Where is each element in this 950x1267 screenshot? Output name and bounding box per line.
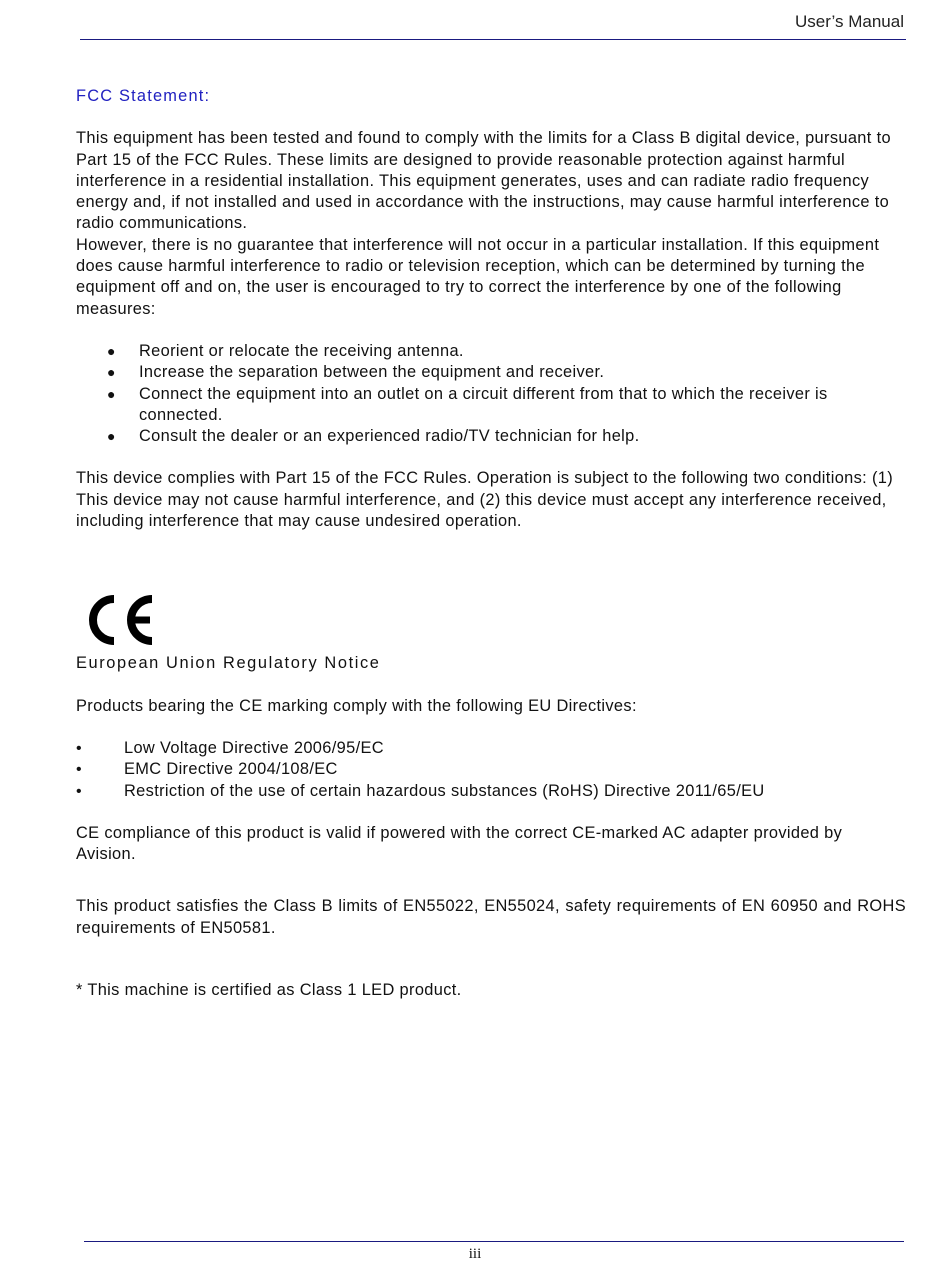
header-title: User’s Manual — [795, 12, 904, 31]
ce-compliance-paragraph: CE compliance of this product is valid if powered with the correct CE-marked AC adapter provided by Avision. — [76, 823, 843, 864]
page-number: iii — [468, 1246, 482, 1262]
bullet-icon: ● — [107, 342, 116, 359]
fcc-paragraph-1: This equipment has been tested and found to comply with the limits for a Class B digital device, pursuant to Part 15 of the FCC Rules. These limits are designed to provide reasonable protection against harmful interference in a residential installation. This equipment generates, uses and can radiate radio frequency energy and, if not installed and used in accordance with the instructions, may cause harmful interference to radio communications. — [76, 129, 891, 233]
eu-notice-title: European Union Regulatory Notice — [76, 654, 381, 673]
bullet-icon: • — [76, 739, 82, 757]
page-content — [76, 86, 906, 1001]
list-item: ● Consult the dealer or an experienced radio/TV technician for help. — [76, 426, 906, 447]
bullet-icon: ● — [107, 385, 116, 402]
header-rule — [80, 39, 906, 40]
bullet-icon: • — [76, 761, 82, 779]
fcc-paragraph-2: However, there is no guarantee that interference will not occur in a particular installation. If this equipment does cause harmful interference to radio or television reception, which can be determined by turning the equipment off and on, the user is encouraged to try to correct the interference by one of the following measures: — [76, 235, 880, 318]
ce-mark-icon — [86, 593, 158, 647]
bullet-icon: ● — [107, 364, 116, 381]
fcc-paragraph-3: This device complies with Part 15 of the FCC Rules. Operation is subject to the following two conditions: (1) This device may not cause harmful interference, and (2) this device must accept any interference received, including interference that may cause undesired operation. — [76, 469, 894, 531]
list-item: ● Connect the equipment into an outlet on a circuit different from that to which the receiver is connected. — [107, 384, 828, 424]
list-item: • EMC Directive 2004/108/EC — [76, 759, 906, 780]
class-b-paragraph: This product satisfies the Class B limits of EN55022, EN55024, safety requirements of EN 60950 and ROHS requirements of EN50581. — [76, 897, 906, 937]
list-item: • Low Voltage Directive 2006/95/EC — [76, 738, 906, 759]
list-item: • Restriction of the use of certain hazardous substances (RoHS) Directive 2011/65/EU — [76, 781, 906, 802]
list-item: ● Increase the separation between the equipment and receiver. — [76, 362, 906, 383]
eu-directives-list — [76, 738, 906, 802]
list-item: ● Reorient or relocate the receiving antenna. — [76, 341, 906, 362]
bullet-icon: • — [76, 782, 82, 800]
footer-rule — [84, 1241, 904, 1242]
fcc-statement-title: FCC Statement: — [76, 87, 211, 105]
eu-intro: Products bearing the CE marking comply with the following EU Directives: — [76, 696, 637, 715]
bullet-icon: ● — [107, 428, 116, 445]
fcc-measures-list — [76, 341, 906, 447]
led-note: * This machine is certified as Class 1 LED product. — [76, 981, 462, 1000]
